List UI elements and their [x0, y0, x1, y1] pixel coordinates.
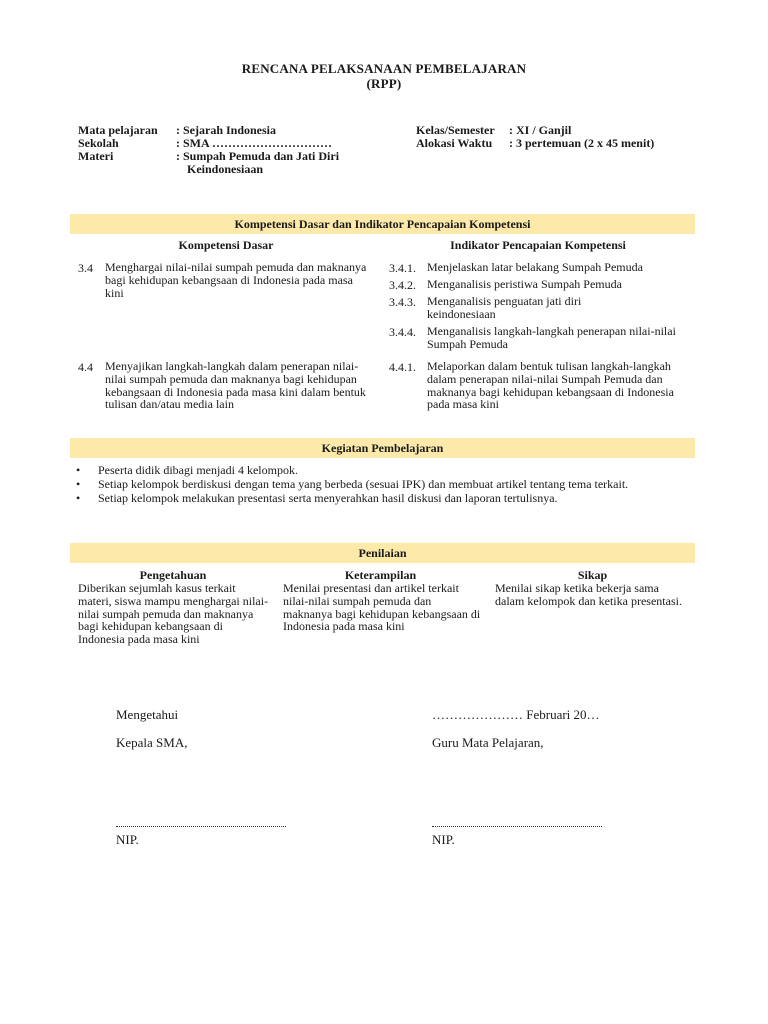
mengetahui-label: Mengetahui: [116, 707, 179, 722]
kd-column-header: Kompetensi Dasar: [178, 238, 274, 252]
ipk-text: Menganalisis langkah-langkah penerapan nilai-nilai Sumpah Pemuda: [427, 324, 676, 351]
nip-right: NIP.: [432, 832, 455, 847]
kepala-sekolah-label: Kepala SMA,: [116, 735, 188, 750]
ipk-number: 3.4.2.: [389, 278, 416, 292]
keterampilan-header: Keterampilan: [344, 568, 417, 582]
ipk-text: Menganalisis penguatan jati diri keindonesiaan: [427, 294, 582, 321]
materi-value-line2: Keindonesiaan: [187, 162, 264, 176]
kd-section-banner: Kompetensi Dasar dan Indikator Pencapaian Kompetensi: [70, 214, 695, 234]
ipk-number: 3.4.1.: [389, 261, 416, 275]
kd-text: Menghargai nilai-nilai sumpah pemuda dan maknanya bagi kehidupan kebangsaan di Indonesia pada masa kini: [105, 260, 367, 300]
sekolah-label: Sekolah: [78, 136, 119, 150]
ipk-text: Menjelaskan latar belakang Sumpah Pemuda: [427, 260, 643, 274]
penilaian-banner: Penilaian: [70, 543, 695, 563]
ipk-number: 4.4.1.: [389, 360, 416, 374]
date-line: ………………… Februari 20…: [432, 707, 600, 722]
sikap-header: Sikap: [577, 568, 608, 582]
list-item-text: Peserta didik dibagi menjadi 4 kelompok.: [98, 463, 298, 477]
bullet-icon: •: [76, 476, 81, 491]
document-title: RENCANA PELAKSANAAN PEMBELAJARAN: [241, 61, 527, 76]
nip-left: NIP.: [116, 832, 139, 847]
guru-label: Guru Mata Pelajaran,: [432, 735, 544, 750]
kd-text: Menyajikan langkah-langkah dalam penerapan nilai-nilai sumpah pemuda dan maknanya bagi kehidupan kebangsaan di Indonesia pada masa kini dalam bentuk tulisan dan/atau media lain: [105, 359, 366, 412]
ipk-number: 3.4.3.: [389, 295, 416, 309]
kd-number: 4.4: [78, 360, 93, 374]
sekolah-value: : SMA …………………………: [176, 136, 332, 150]
ipk-text: Melaporkan dalam bentuk tulisan langkah-langkah dalam penerapan nilai-nilai Sumpah Pemuda dan maknanya bagi kehidupan kebangsaan di Indonesia pada masa kini: [427, 359, 674, 412]
alokasi-label: Alokasi Waktu: [416, 136, 493, 150]
kegiatan-list: [76, 464, 696, 505]
bullet-icon: •: [76, 490, 81, 505]
materi-label: Materi: [78, 149, 114, 163]
sikap-text: Menilai sikap ketika bekerja sama dalam kelompok dan ketika presentasi.: [495, 581, 682, 608]
signature-line-left: [116, 826, 286, 827]
mapel-label: Mata pelajaran: [78, 123, 158, 137]
kd-number: 3.4: [78, 261, 93, 275]
keterampilan-text: Menilai presentasi dan artikel terkait nilai-nilai sumpah pemuda dan maknanya bagi kehidupan kebangsaan di Indonesia pada masa kini: [283, 581, 481, 634]
ipk-text: Menganalisis peristiwa Sumpah Pemuda: [427, 277, 622, 291]
pengetahuan-header: Pengetahuan: [139, 568, 207, 582]
list-item-text: Setiap kelompok melakukan presentasi serta menyerahkan hasil diskusi dan laporan tertulisnya.: [98, 490, 558, 505]
pengetahuan-text: Diberikan sejumlah kasus terkait materi, siswa mampu menghargai nilai-nilai sumpah pemuda dan maknanya bagi kehidupan kebangsaan di Indonesia pada masa kini: [78, 581, 269, 647]
document-subtitle: (RPP): [366, 76, 402, 91]
list-item: [76, 492, 696, 505]
ipk-number: 3.4.4.: [389, 325, 416, 339]
bullet-icon: •: [76, 463, 81, 477]
signature-line-right: [432, 826, 602, 827]
alokasi-value: : 3 pertemuan (2 x 45 menit): [509, 136, 655, 150]
kelas-label: Kelas/Semester: [416, 123, 495, 137]
mapel-value: : Sejarah Indonesia: [176, 123, 277, 137]
kegiatan-banner: Kegiatan Pembelajaran: [70, 438, 695, 458]
list-item: [76, 464, 696, 477]
ipk-column-header: Indikator Pencapaian Kompetensi: [450, 238, 626, 252]
list-item: [76, 478, 696, 491]
kelas-value: : XI / Ganjil: [509, 123, 572, 137]
list-item-text: Setiap kelompok berdiskusi dengan tema yang berbeda (sesuai IPK) dan membuat artikel tentang tema terkait.: [98, 476, 629, 491]
materi-value-line1: : Sumpah Pemuda dan Jati Diri: [176, 149, 340, 163]
